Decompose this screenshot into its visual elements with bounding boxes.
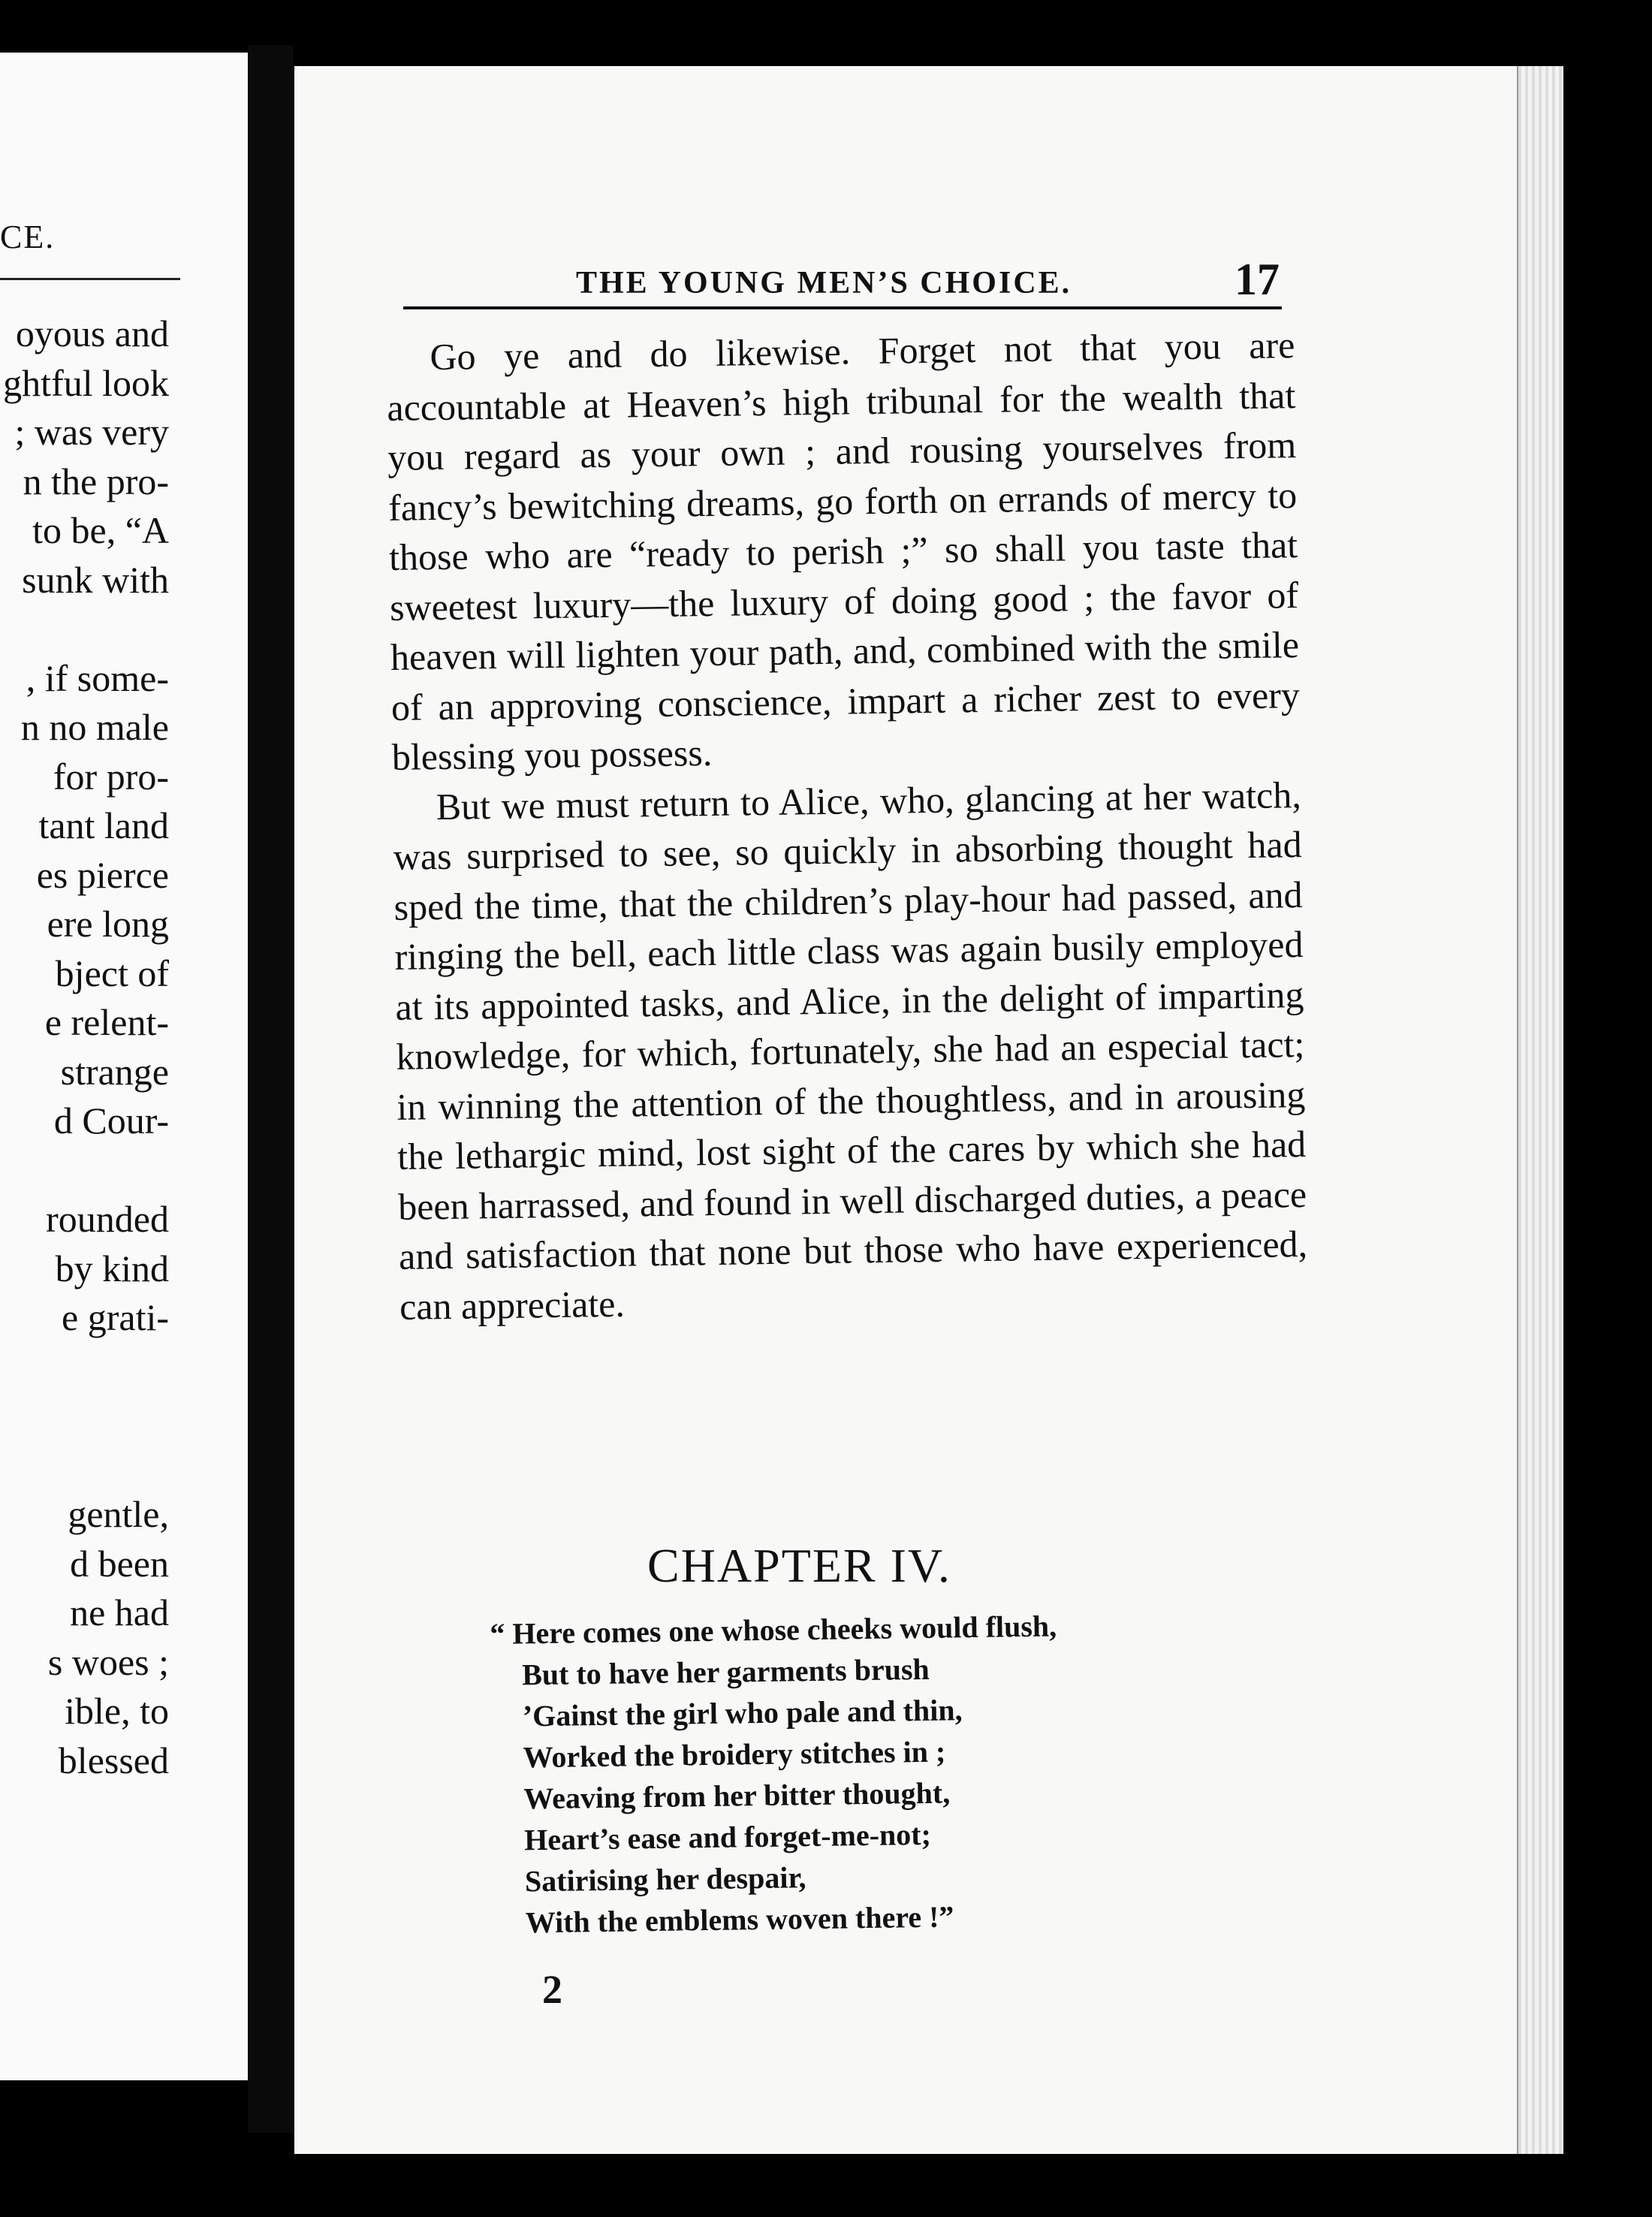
epigraph-verse <box>490 1605 1061 1943</box>
left-page-line: to be, “A <box>32 509 169 551</box>
verse-line: Weaving from her bitter thought, <box>523 1775 951 1816</box>
left-page-line: e relent- <box>44 1001 169 1043</box>
left-page-line: bject of <box>55 952 169 994</box>
left-page-line: oyous and <box>15 312 169 354</box>
verse-line: Satirising her despair, <box>524 1860 806 1899</box>
left-page-line: n no male <box>20 706 169 748</box>
book-gutter <box>248 45 293 2133</box>
left-page-line: sunk with <box>22 558 169 601</box>
page-number: 17 <box>1234 255 1280 304</box>
left-page-line: ; was very <box>14 411 169 453</box>
left-page-line: d Cour- <box>53 1099 169 1142</box>
left-page-line: n the pro- <box>23 460 169 502</box>
left-page-line: d been <box>70 1542 169 1585</box>
left-page-line: ne had <box>70 1591 169 1633</box>
chapter-title: CHAPTER IV. <box>647 1539 951 1592</box>
paragraph-1: Go ye and do likewise. Forget not that you are accountable at Heaven’s high tribunal for the wealth that you regard as your own ; and rousing yourselves from fancy’s bewitching dreams, go forth on errands of mercy to those who are “ready to perish ;” so shall you taste that sweetest luxury—the luxury of doing good ; the favor of heaven will lighten your path, and, combined with the smile of an approving conscience, impart a richer zest to every blessing you possess. <box>386 324 1301 778</box>
running-head: THE YOUNG MEN’S CHOICE. <box>576 266 1072 300</box>
left-page-header: CE. <box>0 219 56 255</box>
left-page-line: rounded <box>46 1198 169 1240</box>
left-page-line: ghtful look <box>3 361 169 404</box>
verse-line: But to have her garments brush <box>521 1651 930 1692</box>
verse-line: With the emblems woven there !” <box>525 1899 954 1940</box>
left-page-line: ible, to <box>65 1690 169 1732</box>
paragraph-2: But we must return to Alice, who, glancing at her watch, was surprised to see, so quickly in absorbing thought had sped the time, that the children’s play-hour had passed, and ringing the bell, each little class was again busily employed at its appointed tasks, and Alice, in the delight of imparting knowledge, for which, fortunately, she had an especial tact; in winning the attention of the thoughtless, and in arousing the lethargic mind, lost sight of the cares by which she had been harrassed, and found in well discharged duties, a peace and satisfaction that none but those who have experienced, can appreciate. <box>393 773 1308 1328</box>
signature-mark: 2 <box>542 1967 562 2012</box>
verse-line: Worked the broidery stitches in ; <box>523 1734 946 1775</box>
left-page-line: es pierce <box>36 853 169 896</box>
left-page-line: e grati- <box>62 1296 169 1338</box>
left-page-line: blessed <box>58 1739 169 1781</box>
left-page-line: by kind <box>55 1247 169 1289</box>
left-page-line: tant land <box>38 804 169 846</box>
verse-line: “ Here comes one whose cheeks would flush, <box>490 1609 1057 1651</box>
left-page-line: gentle, <box>68 1493 169 1535</box>
right-page <box>294 66 1563 2154</box>
left-page <box>0 53 248 2080</box>
left-page-line: s woes ; <box>47 1640 169 1683</box>
left-page-line: for pro- <box>53 755 169 798</box>
verse-line: Heart’s ease and forget-me-not; <box>523 1817 932 1857</box>
body-text <box>386 320 1308 1332</box>
left-page-line: strange <box>60 1050 169 1093</box>
left-page-lines <box>0 53 248 2080</box>
left-page-line: ere long <box>47 903 169 945</box>
verse-line: ’Gainst the girl who pale and thin, <box>522 1693 963 1733</box>
header-rule <box>403 306 1282 309</box>
left-page-line: , if some- <box>26 656 169 699</box>
page-edges <box>1517 66 1563 2154</box>
